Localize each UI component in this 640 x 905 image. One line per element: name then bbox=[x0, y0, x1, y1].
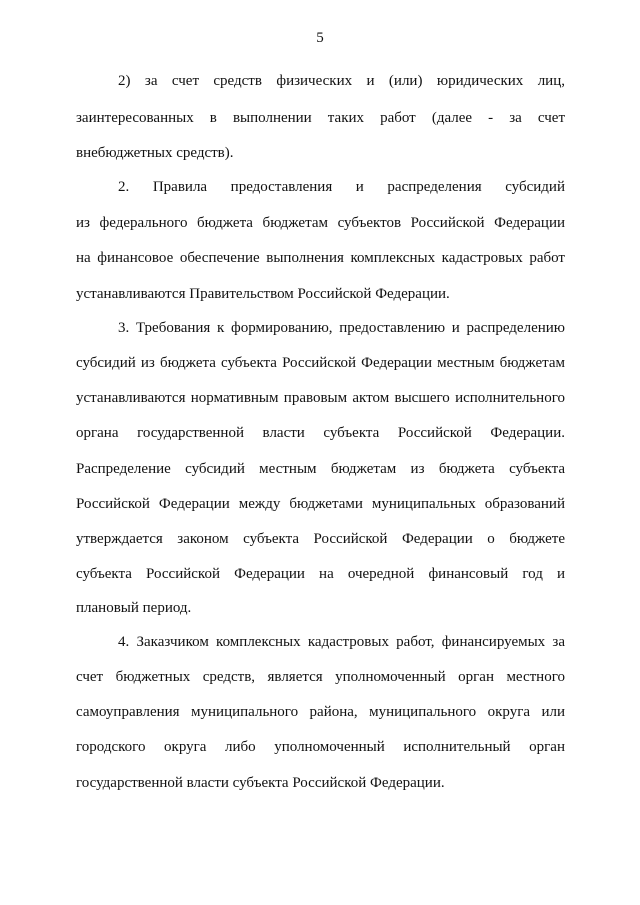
paragraph-line: субсидий из бюджета субъекта Российской Федерации местным бюджетам bbox=[76, 355, 565, 371]
page-number: 5 bbox=[316, 30, 324, 46]
paragraph-line: 4. Заказчиком комплексных кадастровых работ, финансируемых за bbox=[118, 634, 565, 650]
paragraph-line: Распределение субсидий местным бюджетам из бюджета субъекта bbox=[76, 461, 565, 477]
paragraph-line: из федерального бюджета бюджетам субъектов Российской Федерации bbox=[76, 215, 565, 231]
paragraph-line: субъекта Российской Федерации на очередной финансовый год и bbox=[76, 566, 565, 582]
paragraph-line: Российской Федерации между бюджетами муниципальных образований bbox=[76, 496, 565, 512]
paragraph-line: государственной власти субъекта Российской Федерации. bbox=[76, 775, 445, 791]
paragraph-line: внебюджетных средств). bbox=[76, 145, 234, 161]
paragraph-line: заинтересованных в выполнении таких работ (далее - за счет bbox=[76, 110, 565, 126]
paragraph-line: счет бюджетных средств, является уполномоченный орган местного bbox=[76, 669, 565, 685]
paragraph-line: утверждается законом субъекта Российской Федерации о бюджете bbox=[76, 531, 565, 547]
paragraph-line: 3. Требования к формированию, предоставлению и распределению bbox=[118, 320, 565, 336]
paragraph-line: городского округа либо уполномоченный исполнительный орган bbox=[76, 739, 565, 755]
paragraph-line: 2) за счет средств физических и (или) юридических лиц, bbox=[118, 73, 565, 89]
paragraph-line: плановый период. bbox=[76, 600, 192, 616]
paragraph-line: на финансовое обеспечение выполнения комплексных кадастровых работ bbox=[76, 250, 565, 266]
paragraph-line: устанавливаются нормативным правовым актом высшего исполнительного bbox=[76, 390, 565, 406]
paragraph-line: самоуправления муниципального района, муниципального округа или bbox=[76, 704, 565, 720]
paragraph-line: 2. Правила предоставления и распределения субсидий bbox=[118, 179, 565, 195]
paragraph-line: устанавливаются Правительством Российской Федерации. bbox=[76, 286, 450, 302]
paragraph-line: органа государственной власти субъекта Российской Федерации. bbox=[76, 425, 565, 441]
